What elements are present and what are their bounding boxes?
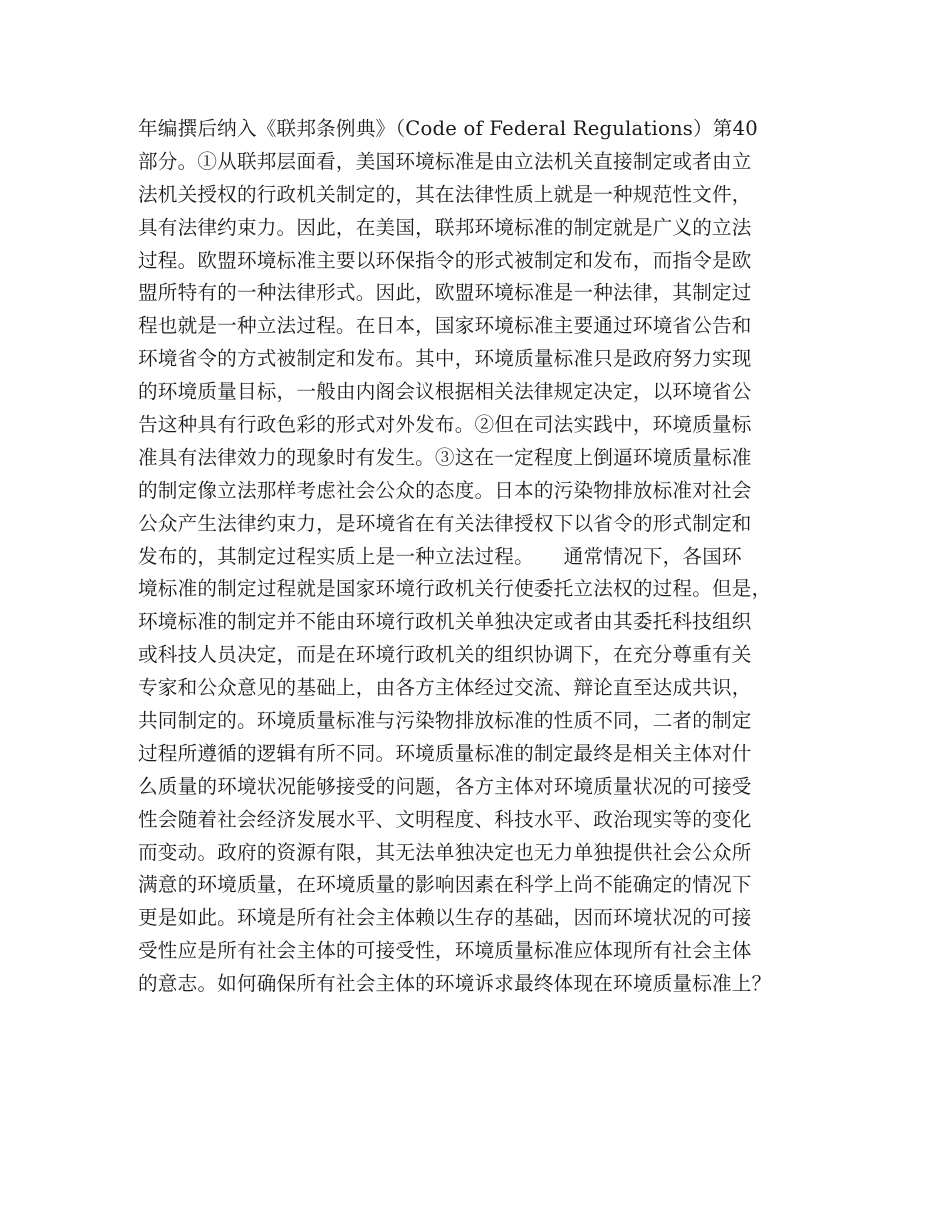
text-line: 准具有法律效力的现象时有发生。③这在一定程度上倒逼环境质量标准 xyxy=(138,445,752,469)
text-line: 过程。欧盟环境标准主要以环保指令的形式被制定和发布，而指令是欧 xyxy=(138,248,752,272)
text-line: 部分。①从联邦层面看，美国环境标准是由立法机关直接制定或者由立 xyxy=(138,149,752,173)
text-line: 过程所遵循的逻辑有所不同。环境质量标准的制定最终是相关主体对什 xyxy=(138,741,752,765)
text-line: 而变动。政府的资源有限，其无法单独决定也无力单独提供社会公众所 xyxy=(138,840,752,864)
text-line: 共同制定的。环境质量标准与污染物排放标准的性质不同，二者的制定 xyxy=(138,709,752,733)
text-line: 程也就是一种立法过程。在日本，国家环境标准主要通过环境省公告和 xyxy=(138,314,752,338)
text-line: 环境省令的方式被制定和发布。其中，环境质量标准只是政府努力实现 xyxy=(138,347,752,371)
text-line: 的环境质量目标，一般由内阁会议根据相关法律规定决定，以环境省公 xyxy=(138,380,752,404)
text-line: 告这种具有行政色彩的形式对外发布。②但在司法实践中，环境质量标 xyxy=(138,413,752,437)
text-line: 或科技人员决定，而是在环境行政机关的组织协调下，在充分尊重有关 xyxy=(138,643,752,667)
text-line: 的意志。如何确保所有社会主体的环境诉求最终体现在环境质量标准上？ xyxy=(138,972,772,996)
text-line: 盟所特有的一种法律形式。因此，欧盟环境标准是一种法律，其制定过 xyxy=(138,281,752,305)
text-line: 发布的，其制定过程实质上是一种立法过程。 通常情况下，各国环 xyxy=(138,544,742,568)
text-line: 满意的环境质量，在环境质量的影响因素在科学上尚不能确定的情况下 xyxy=(138,873,752,897)
text-line: 境标准的制定过程就是国家环境行政机关行使委托立法权的过程。但是， xyxy=(138,577,772,601)
text-line: 公众产生法律约束力，是环境省在有关法律授权下以省令的形式制定和 xyxy=(138,511,752,535)
text-line: 么质量的环境状况能够接受的问题，各方主体对环境质量状况的可接受 xyxy=(138,774,752,798)
text-line: 环境标准的制定并不能由环境行政机关单独决定或者由其委托科技组织 xyxy=(138,610,752,634)
text-line: 专家和公众意见的基础上，由各方主体经过交流、辩论直至达成共识， xyxy=(138,676,752,700)
text-line: 年编撰后纳入《联邦条例典》（Code of Federal Regulations）第40 xyxy=(138,117,758,140)
text-line: 更是如此。环境是所有社会主体赖以生存的基础，因而环境状况的可接 xyxy=(138,906,752,930)
body-paragraph xyxy=(138,113,828,1001)
text-line: 的制定像立法那样考虑社会公众的态度。日本的污染物排放标准对社会 xyxy=(138,478,752,502)
text-line: 具有法律约束力。因此，在美国，联邦环境标准的制定就是广义的立法 xyxy=(138,215,752,239)
text-line: 性会随着社会经济发展水平、文明程度、科技水平、政治现实等的变化 xyxy=(138,807,752,831)
text-line: 法机关授权的行政机关制定的，其在法律性质上就是一种规范性文件， xyxy=(138,182,752,206)
text-line: 受性应是所有社会主体的可接受性，环境质量标准应体现所有社会主体 xyxy=(138,939,752,963)
